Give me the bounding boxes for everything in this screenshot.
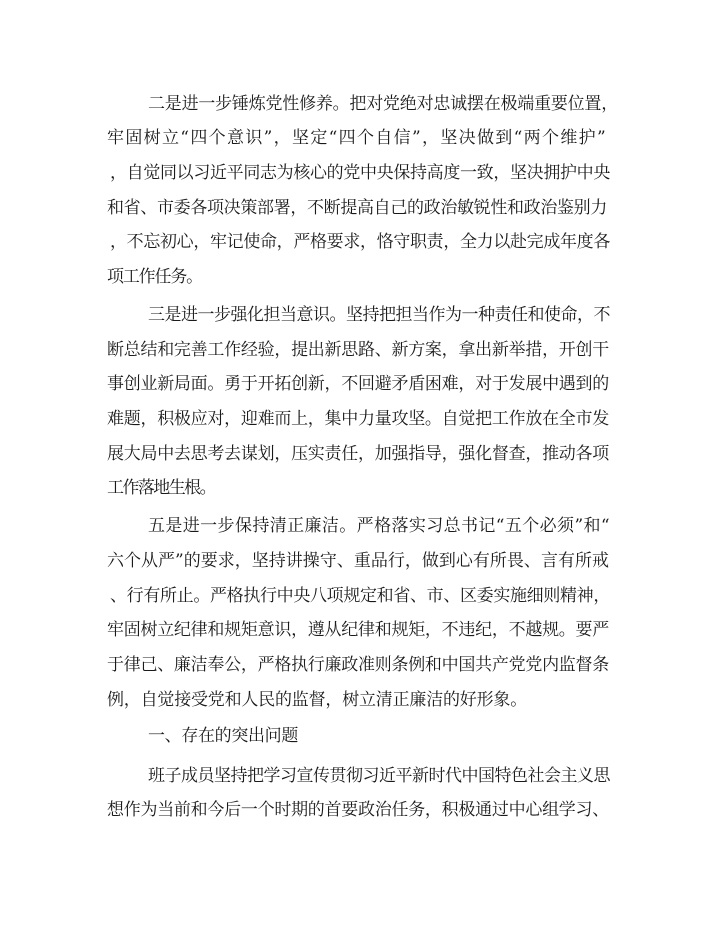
paragraph-5-line-3: 、行有所止。严格执行中央八项规定和省、市、区委实施细则精神， [110, 586, 610, 606]
paragraph-5-line-4: 牢固树立纪律和规矩意识，遵从纪律和规矩，不违纪，不越规。要严 [107, 620, 609, 640]
paragraph-2-line-4: 和省、市委各项决策部署，不断提高自己的政治敏锐性和政治鉴别力 [107, 198, 607, 218]
paragraph-2-line-5: ，不忘初心，牢记使命，严格要求，恪守职责，全力以赴完成年度各 [110, 232, 610, 252]
paragraph-3-line-6: 工作落地生根。 [107, 478, 215, 498]
paragraph-3-line-4: 难题，积极应对，迎难而上，集中力量攻坚。自觉把工作放在全市发 [107, 409, 609, 429]
paragraph-2-line-6: 项工作任务。 [107, 267, 202, 287]
paragraph-2-line-2: 牢固树立“四个意识”，坚定“四个自信”，坚决做到“两个维护” [107, 128, 607, 148]
paragraph-3-line-5: 展大局中去思考去谋划，压实责任，加强指导，强化督查，推动各项 [107, 444, 609, 464]
paragraph-3-line-2: 断总结和完善工作经验，提出新思路、新方案，拿出新举措，开创干 [107, 340, 609, 360]
paragraph-section-line-2: 想作为当前和今后一个时期的首要政治任务，积极通过中心组学习、 [107, 800, 609, 820]
paragraph-2-line-1: 二是进一步锤炼党性修养。把对党绝对忠诚摆在极端重要位置， [148, 94, 618, 114]
paragraph-5-line-6: 例，自觉接受党和人民的监督，树立清正廉洁的好形象。 [107, 690, 527, 710]
paragraph-3-line-3: 事创业新局面。勇于开拓创新，不回避矛盾困难，对于发展中遇到的 [107, 374, 609, 394]
paragraph-3-line-1: 三是进一步强化担当意识。坚持把担当作为一种责任和使命，不 [148, 305, 610, 325]
section-heading: 一、存在的突出问题 [148, 726, 298, 746]
paragraph-5-line-5: 于律己、廉洁奉公，严格执行廉政准则条例和中国共产党党内监督条 [107, 655, 609, 675]
paragraph-5-line-2: 六个从严”的要求，坚持讲操守、重品行，做到心有所畏、言有所戒 [107, 551, 609, 571]
paragraph-section-line-1: 班子成员坚持把学习宣传贯彻习近平新时代中国特色社会主义思 [148, 766, 610, 786]
paragraph-2-line-3: ，自觉同以习近平同志为核心的党中央保持高度一致，坚决拥护中央 [110, 163, 610, 183]
paragraph-5-line-1: 五是进一步保持清正廉洁。严格落实习总书记“五个必须”和“ [148, 516, 610, 536]
